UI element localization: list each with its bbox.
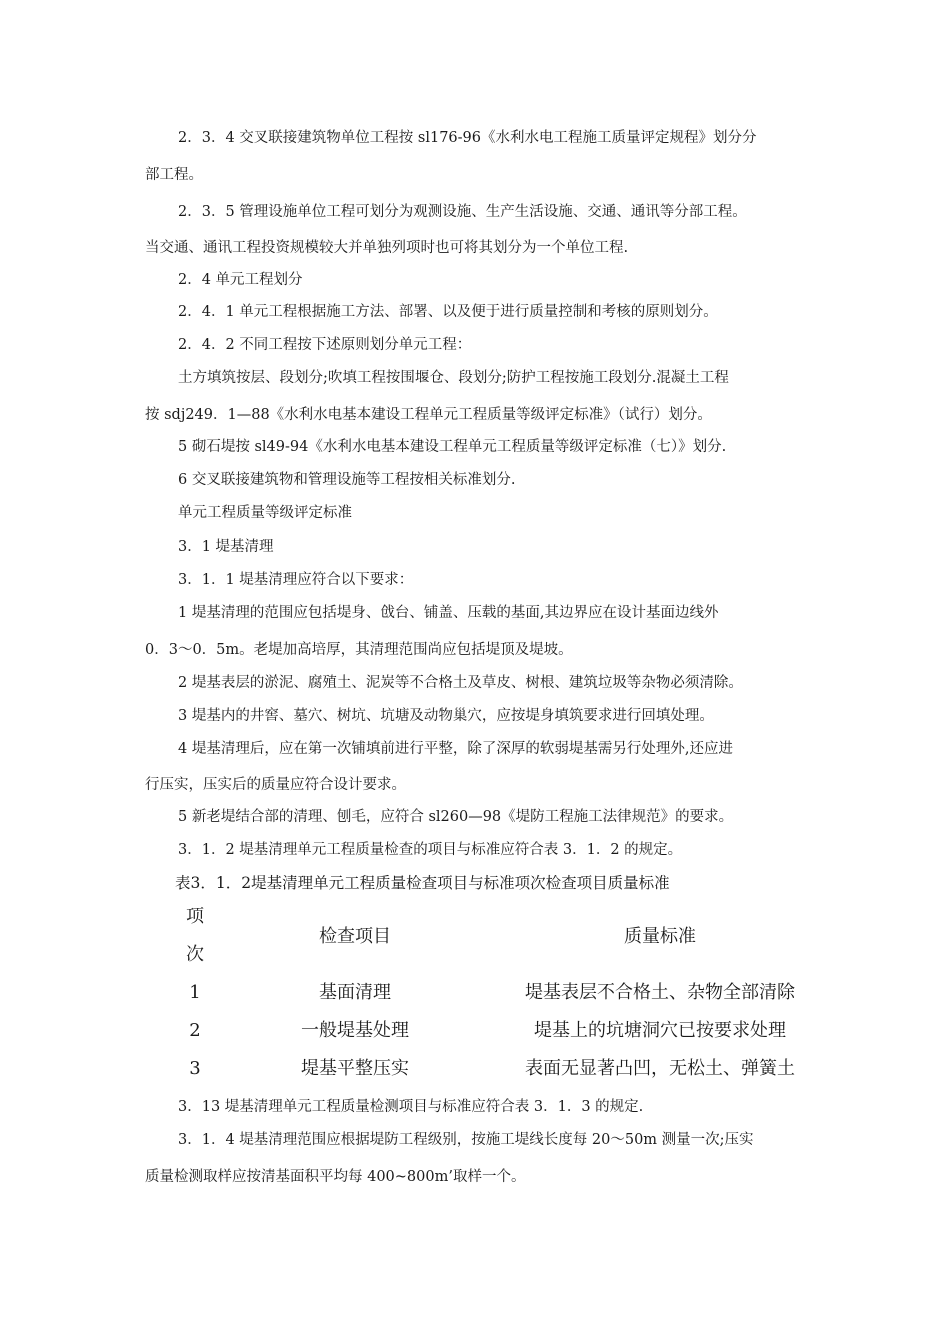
header-cell-item: 检查项目 (319, 926, 391, 947)
paragraph-line: 3．1．4 堤基清理范围应根据堤防工程级别，按施工堤线长度每 20～50m 测量一次;压实 (178, 1132, 754, 1148)
paragraph-line: 3．1．2 堤基清理单元工程质量检查的项目与标准应符合表 3．1．2 的规定。 (178, 842, 683, 858)
paragraph-line: 行压实，压实后的质量应符合设计要求。 (145, 777, 406, 793)
table-cell-no: 2 (189, 1020, 201, 1041)
table-cell-standard: 堤基表层不合格土、杂物全部清除 (525, 982, 795, 1003)
paragraph-line: 0．3～0．5m。老堤加高培厚，其清理范围尚应包括堤顶及堤坡。 (145, 642, 573, 658)
paragraph-line: 2．4．1 单元工程根据施工方法、部署、以及便于进行质量控制和考核的原则划分。 (178, 304, 718, 320)
paragraph-line: 5 砌石堤按 sl49-94《水利水电基本建设工程单元工程质量等级评定标准（七）》划分. (178, 439, 727, 455)
paragraph-line: 部工程。 (145, 167, 203, 183)
paragraph-line: 土方填筑按层、段划分;吹填工程按围堰仓、段划分;防护工程按施工段划分.混凝土工程 (178, 370, 729, 386)
paragraph-line: 4 堤基清理后，应在第一次铺填前进行平整，除了深厚的软弱堤基需另行处理外,还应进 (178, 741, 733, 757)
header-cell-no-line1: 项 (186, 906, 204, 927)
header-cell-standard: 质量标准 (624, 926, 696, 947)
table-cell-no: 1 (189, 982, 201, 1003)
section-heading: 单元工程质量等级评定标准 (178, 505, 352, 521)
section-heading: 2．4 单元工程划分 (178, 272, 303, 288)
table-cell-standard: 堤基上的坑塘洞穴已按要求处理 (534, 1020, 786, 1041)
paragraph-line: 当交通、通讯工程投资规模较大并单独列项时也可将其划分为一个单位工程. (145, 240, 629, 256)
paragraph-line: 3．1．1 堤基清理应符合以下要求： (178, 572, 414, 588)
paragraph-line: 2．4．2 不同工程按下述原则划分单元工程： (178, 337, 472, 353)
table-cell-no: 3 (189, 1058, 201, 1079)
table-cell-standard: 表面无显著凸凹，无松土、弹簧土 (525, 1058, 795, 1079)
paragraph-line: 2．3．5 管理设施单位工程可划分为观测设施、生产生活设施、交通、通讯等分部工程。 (178, 204, 747, 220)
paragraph-line: 3．13 堤基清理单元工程质量检测项目与标准应符合表 3．1．3 的规定. (178, 1099, 644, 1115)
paragraph-line: 6 交叉联接建筑物和管理设施等工程按相关标准划分. (178, 472, 516, 488)
paragraph-line: 质量检测取样应按清基面积平均每 400~800m’取样一个。 (145, 1169, 526, 1185)
paragraph-line: 3 堤基内的井窖、墓穴、树坑、坑塘及动物巢穴，应按堤身填筑要求进行回填处理。 (178, 708, 714, 724)
table-cell-item: 一般堤基处理 (301, 1020, 409, 1041)
paragraph-line: 1 堤基清理的范围应包括堤身、戗台、铺盖、压载的基面,其边界应在设计基面边线外 (178, 605, 719, 621)
table-cell-item: 堤基平整压实 (301, 1058, 409, 1079)
header-cell-no-line2: 次 (186, 944, 204, 965)
table-caption: 表3．1．2堤基清理单元工程质量检查项目与标准项次检查项目质量标准 (175, 874, 670, 892)
paragraph-line: 按 sdj249．1—88《水利水电基本建设工程单元工程质量等级评定标准》（试行）划分。 (145, 407, 712, 423)
paragraph-line: 5 新老堤结合部的清理、刨毛，应符合 sl260—98《堤防工程施工法律规范》的要求。 (178, 809, 734, 825)
section-heading: 3．1 堤基清理 (178, 539, 274, 555)
paragraph-line: 2．3．4 交叉联接建筑物单位工程按 sl176-96《水利水电工程施工质量评定规程》划分分 (178, 130, 757, 146)
table-cell-item: 基面清理 (319, 982, 391, 1003)
paragraph-line: 2 堤基表层的淤泥、腐殖土、泥炭等不合格土及草皮、树根、建筑垃圾等杂物必须清除。 (178, 675, 743, 691)
